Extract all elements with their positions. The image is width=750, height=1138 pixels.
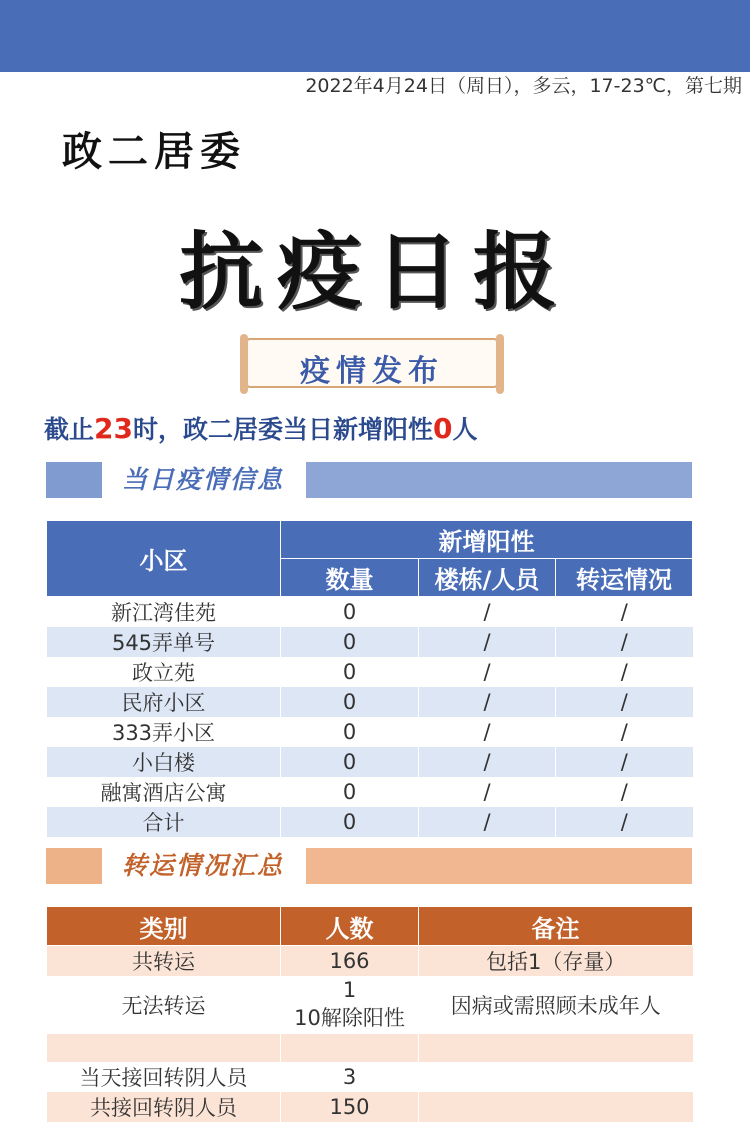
section-transfer-summary [46,848,692,884]
cell-building: / [419,747,556,777]
table-row [47,946,693,977]
table-row [47,657,693,687]
cell-people-line2: 10解除阳性 [294,1006,405,1030]
cell-building: / [419,807,556,837]
page-title: 抗疫日报 [178,222,571,321]
table-row [47,1034,693,1062]
cell-transfer: / [556,627,693,657]
cell-area: 小白楼 [47,747,281,777]
cell-count: 0 [281,807,419,837]
col-transfer: 转运情况 [556,559,693,597]
cell-people: 166 [281,946,419,977]
cell-area: 新江湾佳苑 [47,597,281,628]
table-row [47,687,693,717]
dateline: 2022年4月24日（周日），多云，17-23℃，第七期 [305,75,742,97]
section-bar [306,848,692,884]
cell-count: 0 [281,717,419,747]
committee-name: 政二居委 [62,128,246,175]
cell-building: / [419,717,556,747]
table-row [47,1062,693,1092]
cell-people [281,976,419,1034]
cell-count: 0 [281,747,419,777]
cell-building: / [419,657,556,687]
cell-type: 当天接回转阴人员 [47,1062,281,1092]
cell-transfer: / [556,657,693,687]
cell-building: / [419,777,556,807]
cell-count: 0 [281,657,419,687]
headline [44,410,478,446]
cell-people: 150 [281,1092,419,1122]
table-row [47,597,693,628]
headline-middle: 时，政二居委当日新增阳性 [132,415,433,444]
table-row [47,627,693,657]
col-building: 楼栋/人员 [419,559,556,597]
table-row [47,976,693,1034]
cell-building: / [419,627,556,657]
section-label: 当日疫情信息 [122,465,285,494]
col-area: 小区 [47,521,281,597]
table-row [47,747,693,777]
section-bar [306,462,692,498]
cell-transfer: / [556,597,693,628]
cell-area: 545弄单号 [47,627,281,657]
cell-area: 融寓酒店公寓 [47,777,281,807]
cell-transfer: / [556,807,693,837]
cell-transfer: / [556,777,693,807]
cell-note: 包括1（存量） [419,946,693,977]
table-row [47,1092,693,1122]
cell-count: 0 [281,687,419,717]
cell-transfer: / [556,687,693,717]
cell-note [419,1092,693,1122]
cell-people [281,1034,419,1062]
cell-type: 共接回转阴人员 [47,1092,281,1122]
banner-scroll [246,338,498,388]
section-block [46,848,102,884]
table-row [47,777,693,807]
cell-note: 因病或需照顾未成年人 [419,976,693,1034]
cell-people-line1: 1 [342,978,357,1002]
cell-people: 3 [281,1062,419,1092]
section-daily-info [46,462,692,498]
headline-prefix: 截止 [44,415,95,444]
cell-area: 333弄小区 [47,717,281,747]
headline-count: 0 [433,412,453,445]
col-count: 数量 [281,559,419,597]
transfer-summary-table [46,906,693,1122]
cell-area: 民府小区 [47,687,281,717]
headline-hour: 23 [94,412,133,445]
cell-building: / [419,597,556,628]
cell-building: / [419,687,556,717]
cell-note [419,1034,693,1062]
cell-note [419,1062,693,1092]
cell-count: 0 [281,597,419,628]
cell-count: 0 [281,777,419,807]
cell-transfer: / [556,717,693,747]
headline-suffix: 人 [452,415,478,444]
cell-type: 无法转运 [47,976,281,1034]
cell-type: 共转运 [47,946,281,977]
section-label: 转运情况汇总 [122,851,285,880]
daily-info-table [46,520,693,837]
table-row [47,807,693,837]
banner-label: 疫情发布 [300,354,444,389]
cell-area: 政立苑 [47,657,281,687]
cell-transfer: / [556,747,693,777]
col-note: 备注 [419,907,693,946]
section-block [46,462,102,498]
cell-type [47,1034,281,1062]
col-new-positive: 新增阳性 [281,521,693,559]
table-row [47,717,693,747]
scroll-right-roll [496,334,504,394]
col-people: 人数 [281,907,419,946]
cell-area: 合计 [47,807,281,837]
scroll-left-roll [240,334,248,394]
cell-count: 0 [281,627,419,657]
col-type: 类别 [47,907,281,946]
